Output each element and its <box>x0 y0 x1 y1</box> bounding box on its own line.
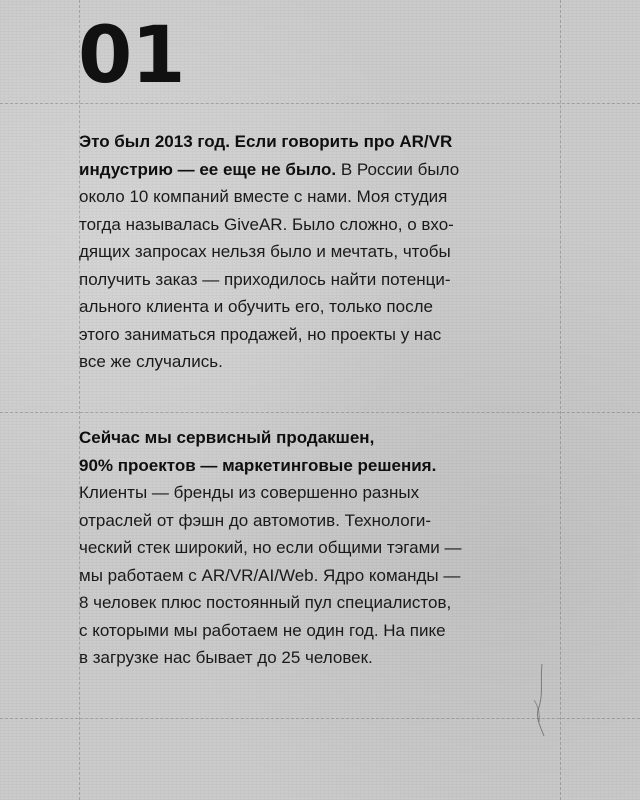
paragraph-line: ческий стек широкий, но если общими тэгами — <box>79 538 462 557</box>
paragraph-line: индустрию — ее еще не было. В России было <box>79 159 460 179</box>
grid-line-horizontal-top <box>0 103 640 104</box>
paragraph-line: Это был 2013 год. Если говорить про AR/VR <box>79 132 453 151</box>
grid-line-vertical-right <box>560 0 561 800</box>
paragraph-line: этого заниматься продажей, но проекты у нас <box>79 324 442 344</box>
paragraph-line: Сейчас мы сервисный продакшен, <box>79 428 375 447</box>
paragraph-line: с которыми мы работаем не один год. На пике <box>79 620 446 640</box>
paragraph-line: отраслей от фэшн до автомотив. Технологи- <box>79 510 432 530</box>
paragraph-current-state <box>79 424 559 672</box>
paragraph-line: все же случались. <box>79 352 223 371</box>
paragraph-line: мы работаем с AR/VR/AI/Web. Ядро команды — <box>79 565 461 585</box>
paragraph-line: в загрузке нас бывает до 25 человек. <box>79 648 373 667</box>
section-number: 01 <box>78 11 185 101</box>
paragraph-line: дящих запросах нельзя было и мечтать, чтобы <box>79 242 451 261</box>
paragraph-line: ального клиента и обучить его, только после <box>79 297 433 316</box>
grid-line-vertical-left <box>79 0 80 800</box>
grid-line-horizontal-middle <box>0 412 640 413</box>
paragraph-history <box>79 128 559 376</box>
paragraph-line: 90% проектов — маркетинговые решения. <box>79 455 437 475</box>
paragraph-line: Клиенты — бренды из совершенно разных <box>79 483 420 502</box>
paragraph-line: тогда называлась GiveAR. Было сложно, о вхо- <box>79 214 454 234</box>
paragraph-line: около 10 компаний вместе с нами. Моя студия <box>79 187 448 206</box>
paragraph-line: получить заказ — приходилось найти потенци- <box>79 269 451 289</box>
pencil-scribble-icon <box>520 660 560 740</box>
paragraph-line: 8 человек плюс постоянный пул специалистов, <box>79 593 452 612</box>
